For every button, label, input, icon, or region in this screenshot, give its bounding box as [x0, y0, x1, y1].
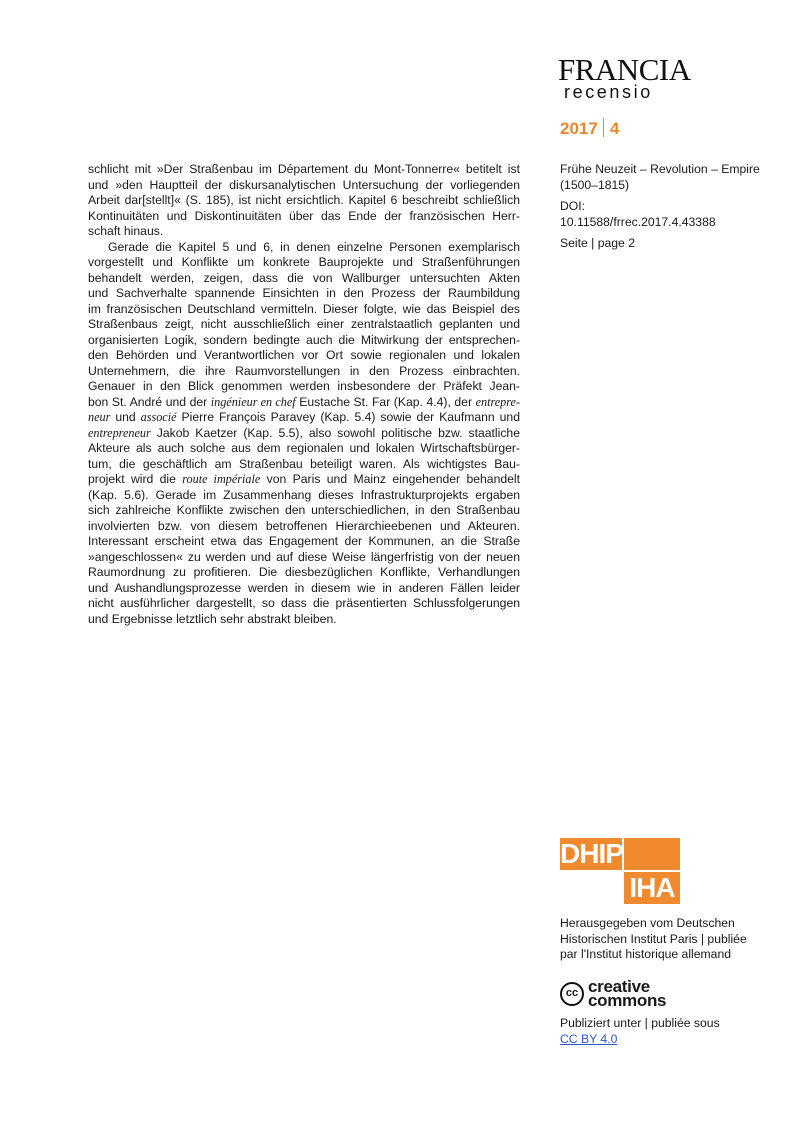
text-line: und »den Hauptteil der diskursanalytischen Untersuchung der vorliegenden [88, 177, 520, 192]
license-text: Publiziert unter | publiée sous [560, 1016, 720, 1030]
text-run: projekt wird die [88, 472, 183, 486]
section-label: Frühe Neuzeit – Revolution – Empire [560, 162, 760, 176]
logo-subtitle: recensio [564, 82, 653, 102]
text-run: bon St. André und der [88, 394, 211, 409]
italic-term: entrepreneur [88, 425, 151, 440]
text-line: Interessant erscheint etwa das Engagement der Kommunen, an die Straße [88, 534, 520, 548]
text-line: involvierten bzw. von diesem betroffenen Hierarchieebenen und Akteuren. [88, 518, 520, 533]
text-line: im französischen Deutschland vermitteln. Dieser folgte, wie das Beispiel des [88, 301, 520, 316]
text-line: und Aushandlungsprozesse werden in diesem wie in anderen Fällen leider [88, 580, 520, 595]
issue-year: 2017 [560, 119, 598, 138]
issue-separator [603, 118, 604, 137]
text-run: Eustache St. Far (Kap. 4.4), der [295, 394, 476, 409]
text-line: »angeschlossen« zu werden und auf diese Weise längerfristig von der neuen [88, 549, 520, 564]
article-metadata [560, 162, 760, 252]
text-line: Raumordnung zu profitieren. Die diesbezüglichen Konflikte, Verhandlungen [88, 565, 520, 579]
publisher-line: par l'Institut historique allemand [560, 947, 732, 961]
text-line: sich zahlreiche Konflikte zwischen den unterschiedlichen, in den Straßenbau [88, 503, 520, 517]
text-line: Unternehmern, die ihre Raumvorstellungen in den Prozess einbrachten. [88, 363, 520, 378]
publisher-line: Historischen Institut Paris | publiée [560, 931, 747, 946]
text-line: schlicht mit »Der Straßenbau im Département du Mont-Tonnerre« betitelt ist [88, 162, 520, 176]
text-line: Akteure als auch solche aus dem regionalen und lokalen Wirtschaftsbürger- [88, 441, 520, 455]
italic-term: ingénieur en chef [210, 394, 296, 409]
text-line [88, 426, 520, 442]
logo-block-blank [624, 838, 680, 870]
text-line: Genauer in den Blick genommen werden insbesondere der Präfekt Jean- [88, 379, 520, 393]
italic-term: entrepre- [475, 394, 521, 409]
italic-term: associé [140, 410, 177, 424]
italic-term: route impériale [182, 472, 261, 486]
publisher-line: Herausgegeben vom Deutschen [560, 916, 735, 930]
publisher-note [560, 916, 760, 963]
cc-word-creative: creative [588, 977, 650, 996]
issue-no: 4 [609, 119, 620, 138]
italic-term: neur [88, 410, 111, 424]
doi-label: DOI: [560, 199, 586, 213]
page-number: Seite | page 2 [560, 236, 635, 250]
text-line: nicht ausführlicher dargestellt, so dass die präsentierten Schlussfolgerungen [88, 596, 520, 610]
text-line: organisierten Logik, sondern bedingte auch die Mitwirkung der entsprechen- [88, 332, 520, 347]
text-line: vorgestellt und Konflikte um konkrete Bauprojekte und Straßenführungen [88, 255, 520, 269]
text-line: Gerade die Kapitel 5 und 6, in denen einzelne Personen exemplarisch [108, 239, 520, 254]
text-line: tum, die geschäftlich am Straßenbau beteiligt waren. Als wichtigstes Bau- [88, 456, 520, 471]
article-body [88, 162, 520, 627]
text-line: den Behörden und Verantwortlichen vor Ort sowie regionalen und lokalen [88, 348, 520, 362]
cc-badge-icon: cc [560, 982, 584, 1006]
text-line: Straßenbaus zeigt, nicht ausschließlich einer zentralstaatlich geplanten und [88, 317, 520, 331]
logo-title: FRANCIA [558, 52, 691, 87]
cc-word-commons: commons [588, 991, 667, 1010]
issue-number [560, 118, 619, 139]
logo-block-iha: IHA [624, 872, 680, 904]
text-line: Kontinuitäten und Diskontinuitäten über das Ende der französischen Herr- [88, 208, 520, 223]
text-line [88, 472, 520, 488]
license-note [560, 1016, 760, 1047]
text-line: behandelt werden, zeigen, dass die von Wallburger untersuchten Akten [88, 270, 520, 285]
text-run: von Paris und Mainz eingehender behandelt [260, 472, 520, 486]
text-line: schaft hinaus. [88, 224, 164, 238]
text-line: und Sachverhalte spannende Einsichten in den Prozess der Raumbildung [88, 286, 520, 300]
text-line [88, 410, 520, 426]
text-line: Arbeit dar[stellt]« (S. 185), ist nicht ersichtlich. Kapitel 6 beschreibt schließlich [88, 193, 520, 207]
dhip-iha-logo [560, 838, 682, 904]
text-run: und [110, 410, 141, 424]
text-line: und Ergebnisse letztlich sehr abstrakt bleiben. [88, 611, 337, 626]
creative-commons-logo [560, 978, 690, 1010]
text-line: (Kap. 5.6). Gerade im Zusammenhang dieses Infrastrukturprojekts ergaben [88, 487, 520, 502]
text-run: Jakob Kaetzer (Kap. 5.5), also sowohl politische bzw. staatliche [150, 425, 520, 440]
license-link[interactable]: CC BY 4.0 [560, 1031, 618, 1046]
doi-value: 10.11588/frrec.2017.4.43388 [560, 214, 716, 229]
text-run: Pierre François Paravey (Kap. 5.4) sowie der Kaufmann und [176, 410, 520, 424]
francia-recensio-logo [558, 52, 718, 102]
logo-block-dhip: DHIP [560, 838, 623, 869]
period-label: (1500–1815) [560, 177, 630, 192]
text-line [88, 395, 520, 411]
